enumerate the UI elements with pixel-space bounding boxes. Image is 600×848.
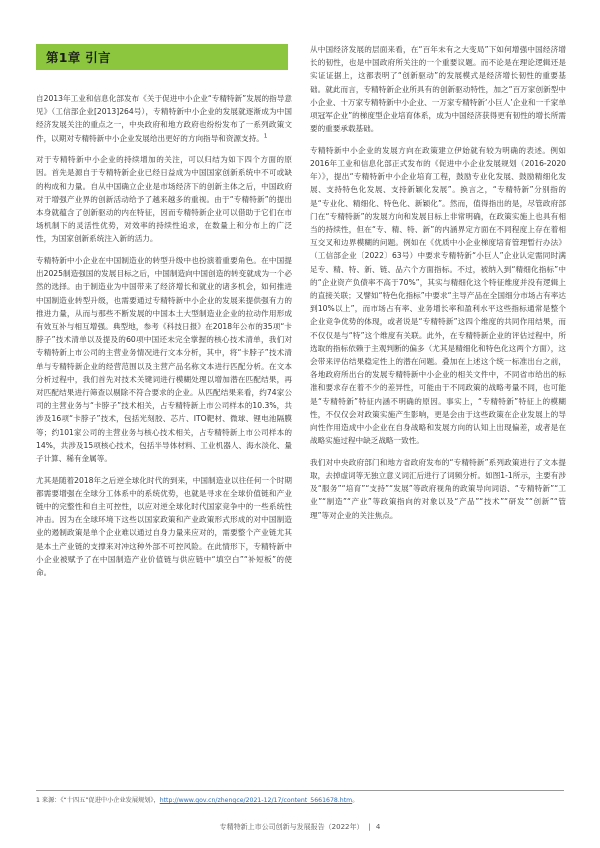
- chapter-title: 第1章 引言: [46, 50, 111, 65]
- paragraph: 专精特新中小企业在中国制造业的转型升级中也扮演着重要角色。在中国提出2025制造强国的发展目标之后，中国制造向中国创造的转变就成为一个必然的选择。由于制造业为中国带来了经济增长和就业的诸多机会，如何推进中国制造业转型升级，也需要通过专精特新中小企业的发展来提供强有力的推进力量，从而与那些不断发展的中国本土大型制造业企业的拉动作用形成有效互补与相互增强。典型地，参考《科技日报》在2018年公布的35项“卡脖子”技术清单以及提及的60项中国还未完全掌握的核心技术清单，我们对专精特新上市公司的主营业务情况进行文本分析，其中，将“卡脖子”技术清单与专精特新企业的经营范围以及主营产品名称文本进行匹配分析。在文本分析过程中，我们首先对技术关键词进行模糊处理以增加潜在匹配结果，再对匹配结果进行筛查以剔除不符合要求的企业。从匹配结果来看，约74家公司的主营业务与“卡脖子”技术相关，占专精特新上市公司样本的10.3%，共涉及16项“卡脖子”技术，包括光刻胶、芯片、ITO靶材、微球、锂电池隔膜等；约101家公司的主营业务与核心技术相关，占专精特新上市公司样本的14%，共涉及15项核心技术，包括半导体材料、工业机器人、海水淡化、量子计算、稀有金属等。: [36, 256, 292, 464]
- page-footer: [0, 822, 600, 832]
- footnote-number: 1: [36, 797, 40, 804]
- paragraph: 专精特新中小企业的发展方向在政策建立伊始就有较为明确的表述。例如2016年工业和信息化部正式发布的《促进中小企业发展规划（2016-2020年）》，提出“专精特新中小企业培育工程，鼓励专业化发展、鼓励精细化发展、支持特色化发展、支持新颖化发展”。换言之，“专精特新”分别指的是“专业化、精细化、特色化、新颖化”。然而，值得指出的是，尽管政府部门在“专精特新”的发展方向和发展目标上非常明确，在政策实施上也具有相当的持续性，但在“专、精、特、新”的内涵界定方面在不同程度上存在着相互交叉和边界模糊的问题。例如在《优质中小企业梯度培育管理暂行办法》（工信部企业〔2022〕63号）中要求专精特新“小巨人”企业认定需同时满足专、精、特、新、链、品六个方面指标。不过，被纳入到“精细化指标”中的“企业资产负债率不高于70%”，其实与精细化这个特征维度并没有逻辑上的直接关联；又譬如“特色化指标”中要求“主导产品在全国细分市场占有率达到10%以上”，而市场占有率、业务增长率和盈利水平这些指标通常是整个企业竞争优势的体现，或者说是“专精特新”这四个维度的共同作用结果，而不仅仅是与“特”这个维度有关联。此外，在专精特新企业的评估过程中，所选取的指标依赖于主观判断的偏多（尤其是精细化和特色化这两个方面），这会带来评估结果稳定性上的潜在问题。叠加在上述这个统一标准出台之前，各地政府所出台的发展专精特新中小企业的相关文件中，不同省市给出的标准和要求存在着不少的差异性，可能由于不同政策的战略考量不同，也可能是“专精特新”特征内涵不明确的原因。事实上，“专精特新”特征上的模糊性，不仅仅会对政策实施产生影响，更是会由于这些政策在企业发展上的导向性作用造成中小企业在自身战略和发展方向的认知上出现偏差，或者是在战略实施过程中缺乏战略一致性。: [310, 145, 566, 446]
- page-number: 4: [375, 823, 381, 831]
- footnote-link[interactable]: http://www.gov.cn/zhengce/2021-12/17/content_5661678.htm: [159, 797, 353, 804]
- right-column: [310, 43, 566, 530]
- footnote-end: 。: [352, 797, 359, 804]
- footer-separator: |: [368, 823, 371, 831]
- paragraph: 对于专精特新中小企业的持续增加的关注，可以归结为如下四个方面的原因。首先是源自于专精特新企业已经日益成为中国国家创新系统中不可或缺的构成和力量。自从中国确立企业是市场经济下的创新主体之后，中国政府对于增强产业界的创新活动给予了越来越多的重视。由于“专精特新”的提出本身就蕴含了创新驱动的内在特征，因而专精特新企业可以借助于它们在市场机制下的灵活性优势，对效率的持续性追求，在数量上和分布上的广泛性，为国家创新系统注入新的活力。: [36, 155, 292, 244]
- footnote-marker: 1: [263, 133, 268, 140]
- footnote-label: 来源：: [41, 797, 61, 804]
- footnote-divider: [36, 790, 564, 791]
- footer-report-title: 专精特新上市公司创新与发展报告（2022年）: [219, 823, 364, 831]
- paragraph: 我们对中央政府部门和地方省政府发布的“专精特新”系列政策进行了文本提取，去掉虚词等无独立意义词汇后进行了词频分析。如图1-1所示，主要有涉及“服务”“培育”“支持”“发展”等政府视角的政策导向词语、“专精特新”“工业”“制造”“产业”等政策指向的对象以及“产品”“技术”“研发”“创新”“管理”等对企业的关注焦点。: [310, 457, 566, 520]
- paragraph: 尤其是随着2018年之后逆全球化时代的到来，中国制造业以往任何一个时期都需要增强在全球分工体系中的系统优势，也就是寻求在全球价值链和产业链中的完整性和自主可控性，以应对逆全球化时代国家竞争中的一些系统性冲击。因为在全球环境下这些以国家政策和产业政策形式形成的对中国制造业的遏制政策是单个企业难以通过自身力量来应对的，需要整个产业链尤其是本土产业链的支撑来对冲这种外部不可控风险。在此情形下，专精特新中小企业被赋予了在中国制造产业价值链与供应链中“填空白”“补短板”的使命。: [36, 475, 292, 578]
- chapter-heading-bar: [36, 44, 288, 70]
- left-column: [36, 92, 292, 588]
- paragraph: 自2013年工业和信息化部发布《关于促进中小企业“专精特新”发展的指导意见》（工信部企业[2013]264号），专精特新中小企业的发展就逐渐成为中国经济发展关注的重点之一，中央政府和地方政府也纷纷发布了一系列政策文件，以期对专精特新中小企业发展给出更好的方向指导和资源支持。$^1$: [36, 94, 292, 143]
- footnote: [36, 796, 564, 806]
- paragraph: 从中国经济发展的层面来看，在“百年未有之大变局”下如何增强中国经济增长的韧性，也是中国政府所关注的一个重要议题。而不论是在理论逻辑还是实证证据上，这都表明了“创新驱动”的发展模式是经济增长韧性的重要基础。就此而言，专精特新企业所具有的创新驱动特性，加之“百万家创新型中小企业、十万家专精特新中小企业、一万家专精特新‘小巨人’企业和一千家单项冠军企业”的梯度型企业培育体系，成为中国经济获得更有韧性的增长所需要的重要承载基础。: [310, 45, 566, 134]
- footnote-source-title: 《“十四五”促进中小企业发展规划》，: [60, 797, 160, 804]
